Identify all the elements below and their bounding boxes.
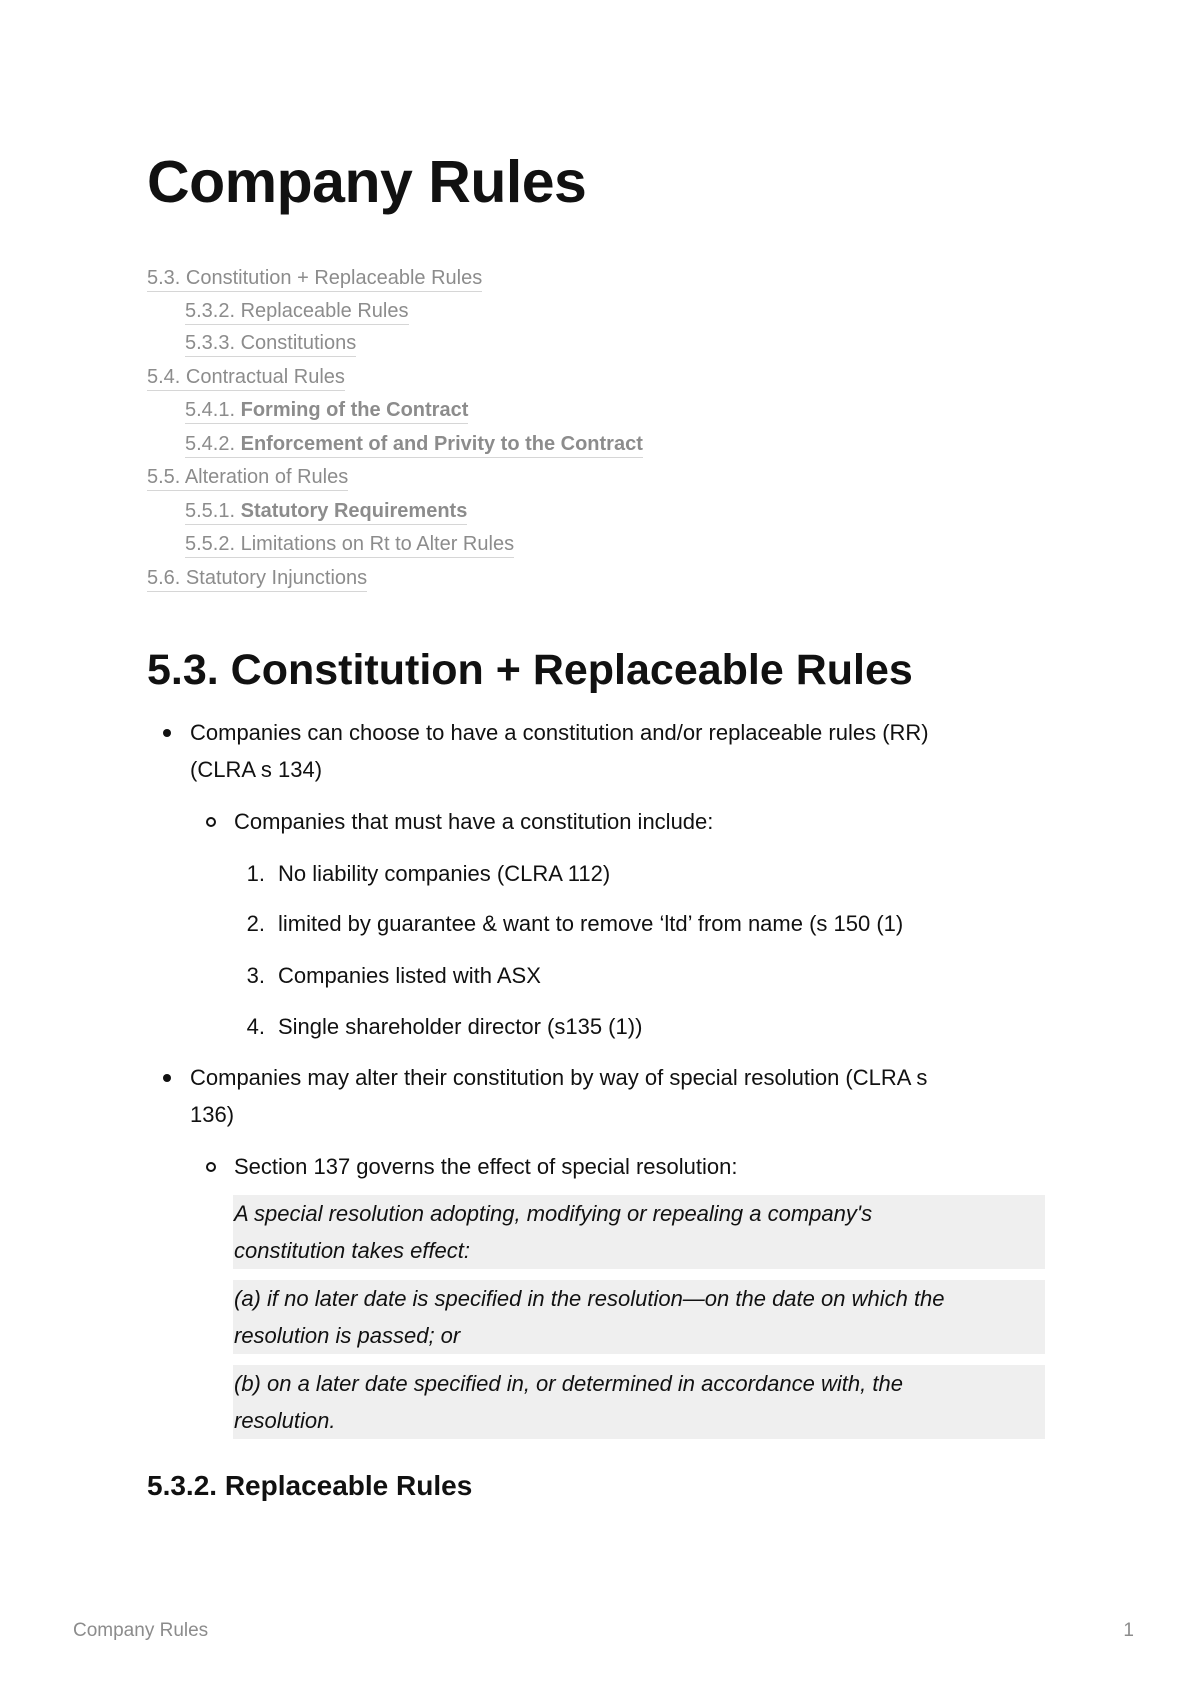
toc-link-5-5-2[interactable]: 5.5.2. Limitations on Rt to Alter Rules [185, 532, 514, 558]
sub-bullet-marker [206, 1162, 216, 1172]
list-item: Single shareholder director (s135 (1)) [278, 1014, 643, 1039]
toc-link-5-4-1[interactable]: 5.4.1. Forming of the Contract [185, 398, 468, 424]
bullet-item: Companies may alter their constitution by way of special resolution (CLRA s 136) [190, 1065, 928, 1127]
list-number: 2. [246, 911, 265, 936]
document-title: Company Rules [147, 149, 587, 215]
toc-link-5-5-1[interactable]: 5.5.1. Statutory Requirements [185, 499, 467, 525]
section-heading-5-3: 5.3. Constitution + Replaceable Rules [147, 646, 913, 694]
sub-bullet-item: Companies that must have a constitution include: [234, 809, 714, 834]
sub-bullet-item: Section 137 governs the effect of special resolution: [234, 1154, 738, 1179]
bullet-item: Companies can choose to have a constitution and/or replaceable rules (RR) (CLRA s 134) [190, 720, 929, 782]
toc-link-5-4[interactable]: 5.4. Contractual Rules [147, 365, 345, 391]
bullet-marker [163, 1074, 171, 1082]
list-item: Companies listed with ASX [278, 963, 541, 988]
toc-link-5-5[interactable]: 5.5. Alteration of Rules [147, 465, 348, 491]
toc-link-5-3-2[interactable]: 5.3.2. Replaceable Rules [185, 299, 409, 325]
toc-link-5-3-3[interactable]: 5.3.3. Constitutions [185, 331, 356, 357]
list-number: 3. [246, 963, 265, 988]
list-item: limited by guarantee & want to remove ‘ltd’ from name (s 150 (1) [278, 911, 904, 936]
sub-bullet-marker [206, 817, 216, 827]
toc-link-5-4-2[interactable]: 5.4.2. Enforcement of and Privity to the Contract [185, 432, 643, 458]
quote-block: (a) if no later date is specified in the resolution—on the date on which the resolution is passed; or [233, 1280, 1045, 1354]
page-number: 1 [1123, 1620, 1134, 1641]
list-number: 4. [246, 1014, 265, 1039]
quote-block: (b) on a later date specified in, or determined in accordance with, the resolution. [233, 1365, 1045, 1439]
bullet-marker [163, 729, 171, 737]
list-number: 1. [246, 861, 265, 886]
section-heading-5-3-2: 5.3.2. Replaceable Rules [147, 1470, 473, 1501]
toc-link-5-3[interactable]: 5.3. Constitution + Replaceable Rules [147, 266, 482, 292]
footer-title: Company Rules [73, 1620, 209, 1641]
list-item: No liability companies (CLRA 112) [278, 861, 611, 886]
quote-block: A special resolution adopting, modifying or repealing a company's constitution takes effect: [233, 1195, 1045, 1269]
toc-link-5-6[interactable]: 5.6. Statutory Injunctions [147, 566, 367, 592]
